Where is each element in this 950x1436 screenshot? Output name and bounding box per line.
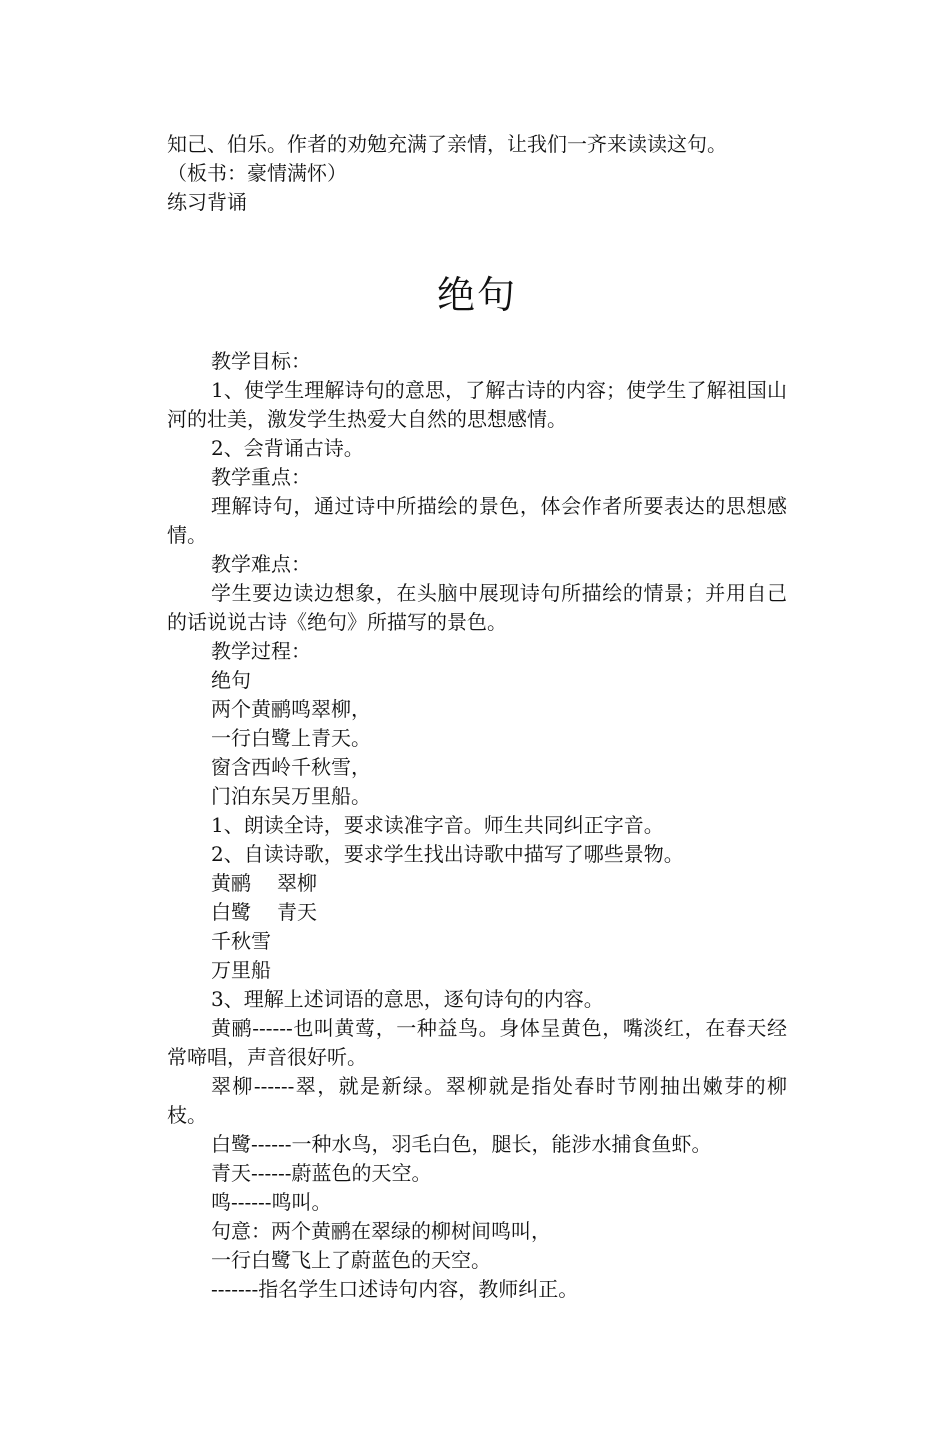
board-note: （板书：豪情满怀） — [167, 161, 347, 185]
scenery-word: 黄鹂 — [211, 871, 251, 895]
step-item: 2、自读诗歌，要求学生找出诗歌中描写了哪些景物。 — [211, 842, 684, 866]
scenery-word: 青天 — [277, 900, 317, 924]
lesson-title: 绝句 — [436, 273, 517, 317]
key-text: 理解诗句，通过诗中所描绘的景色，体会作者所要表达的思想感情。 — [167, 494, 787, 547]
meaning-line: 一行白鹭飞上了蔚蓝色的天空。 — [211, 1248, 491, 1272]
scenery-row — [167, 869, 787, 898]
definition-item: 青天------蔚蓝色的天空。 — [211, 1161, 432, 1185]
definition-item: 黄鹂------也叫黄莺，一种益鸟。身体呈黄色，嘴淡红，在春天经常啼唱，声音很好听。 — [167, 1016, 787, 1069]
definition-item: 白鹭------一种水鸟，羽毛白色，腿长，能涉水捕食鱼虾。 — [211, 1132, 712, 1156]
scenery-word: 翠柳 — [277, 871, 317, 895]
section-heading-difficulty: 教学难点： — [211, 552, 311, 576]
step-item: 1、朗读全诗，要求读准字音。师生共同纠正字音。 — [211, 813, 664, 837]
difficulty-text: 学生要边读边想象，在头脑中展现诗句所描绘的情景；并用自己的话说说古诗《绝句》所描写的景色。 — [167, 581, 787, 634]
teacher-note: -------指名学生口述诗句内容，教师纠正。 — [211, 1277, 579, 1301]
poem-line: 门泊东吴万里船。 — [211, 784, 371, 808]
poem-line: 一行白鹭上青天。 — [211, 726, 371, 750]
section-heading-goals: 教学目标： — [211, 349, 311, 373]
poem-title: 绝句 — [211, 668, 251, 692]
scenery-row: 千秋雪 — [211, 929, 271, 953]
poem-line: 窗含西岭千秋雪， — [211, 755, 371, 779]
goal-item: 2、会背诵古诗。 — [211, 436, 364, 460]
document-page — [167, 130, 787, 1304]
section-heading-process: 教学过程： — [211, 639, 311, 663]
step-item: 3、理解上述词语的意思，逐句诗句的内容。 — [211, 987, 604, 1011]
meaning-line: 句意：两个黄鹂在翠绿的柳树间鸣叫， — [211, 1219, 551, 1243]
scenery-row — [167, 898, 787, 927]
scenery-row: 万里船 — [211, 958, 271, 982]
poem-line: 两个黄鹂鸣翠柳， — [211, 697, 371, 721]
text-line: 知己、伯乐。作者的劝勉充满了亲情，让我们一齐来读读这句。 — [167, 132, 727, 156]
scenery-word: 白鹭 — [211, 900, 251, 924]
definition-item: 鸣------鸣叫。 — [211, 1190, 332, 1214]
section-heading-key: 教学重点： — [211, 465, 311, 489]
definition-item: 翠柳------翠，就是新绿。翠柳就是指处春时节刚抽出嫩芽的柳枝。 — [167, 1074, 787, 1127]
goal-item: 1、使学生理解诗句的意思，了解古诗的内容；使学生了解祖国山河的壮美，激发学生热爱大自然的思想感情。 — [167, 378, 787, 431]
text-line: 练习背诵 — [167, 190, 247, 214]
